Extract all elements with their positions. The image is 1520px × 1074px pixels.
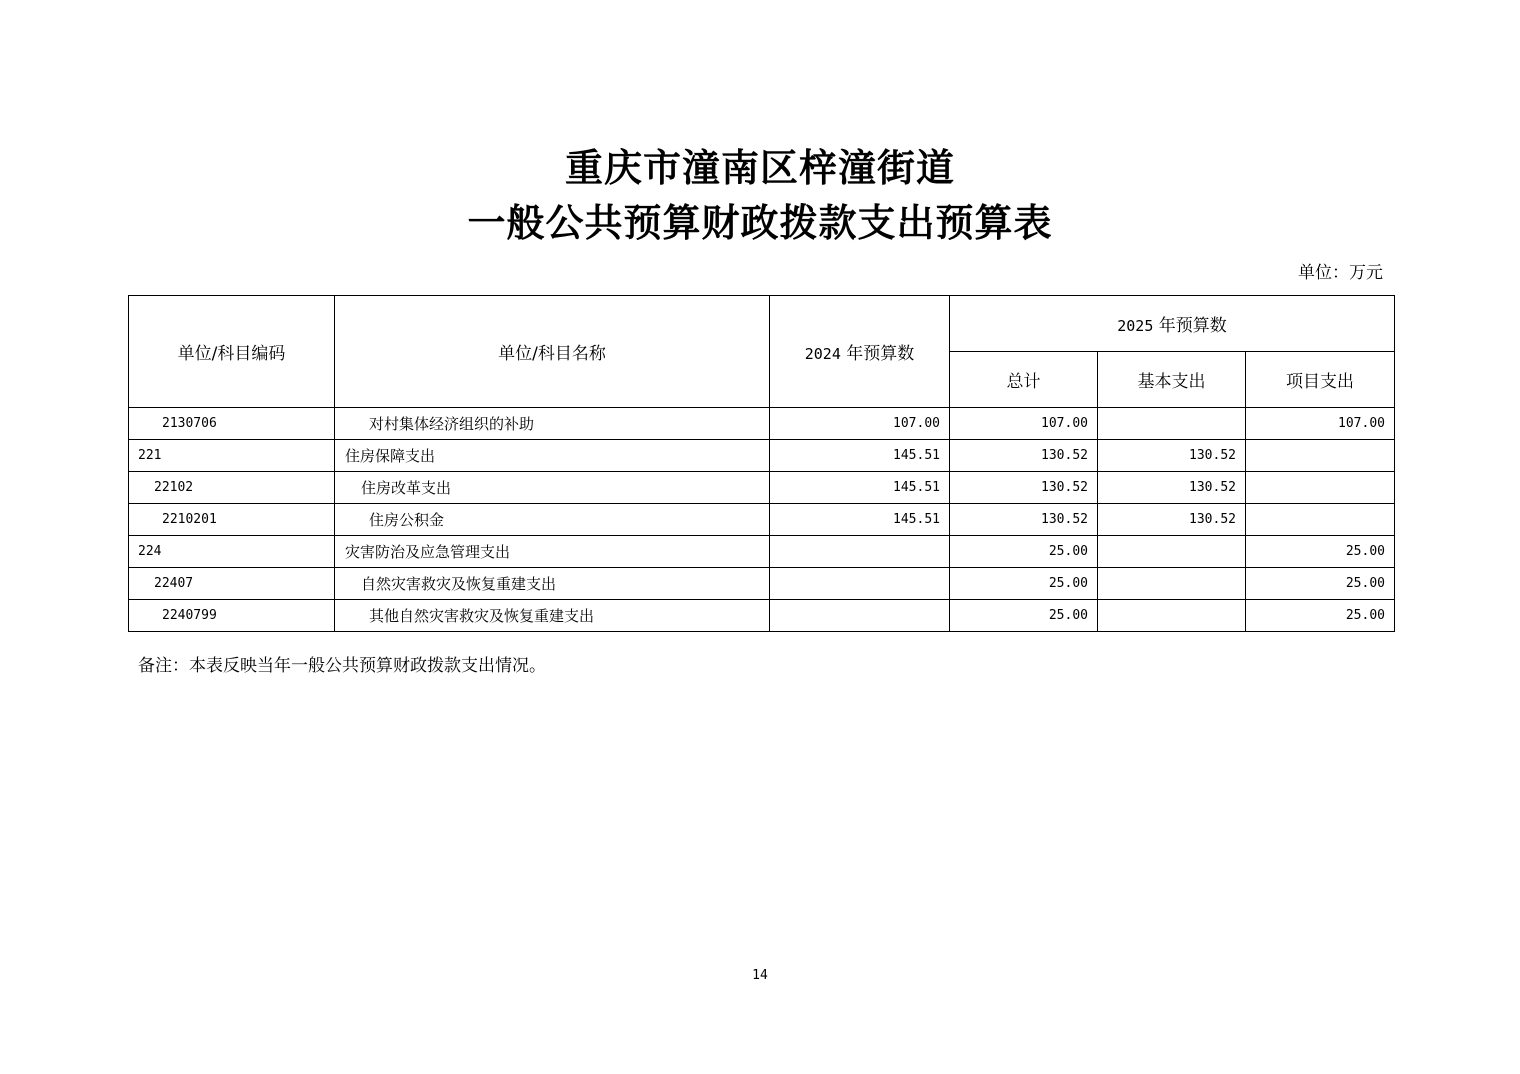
header-prev-year-suffix: 年预算数 bbox=[846, 344, 915, 364]
row-total: 25.00 bbox=[950, 568, 1098, 600]
row-project: 25.00 bbox=[1246, 536, 1395, 568]
row-total: 130.52 bbox=[950, 472, 1098, 504]
row-basic bbox=[1098, 600, 1246, 632]
table-row bbox=[129, 408, 1395, 440]
row-name: 住房保障支出 bbox=[335, 440, 770, 472]
header-code: 单位/科目编码 bbox=[129, 296, 335, 408]
row-basic bbox=[1098, 536, 1246, 568]
row-prev bbox=[770, 536, 950, 568]
row-name: 住房改革支出 bbox=[335, 472, 770, 504]
row-total: 130.52 bbox=[950, 504, 1098, 536]
row-code: 2210201 bbox=[129, 504, 335, 536]
budget-table bbox=[128, 295, 1395, 632]
row-prev: 145.51 bbox=[770, 504, 950, 536]
row-code: 224 bbox=[129, 536, 335, 568]
row-total: 107.00 bbox=[950, 408, 1098, 440]
row-prev: 145.51 bbox=[770, 440, 950, 472]
row-code: 2130706 bbox=[129, 408, 335, 440]
page-subtitle: 一般公共预算财政拨款支出预算表 bbox=[467, 200, 1053, 245]
row-code: 22102 bbox=[129, 472, 335, 504]
header-cur-year bbox=[950, 296, 1395, 352]
row-project bbox=[1246, 472, 1395, 504]
header-cur-year-number: 2025 bbox=[1117, 317, 1154, 335]
table-row bbox=[129, 440, 1395, 472]
header-cur-year-suffix: 年预算数 bbox=[1158, 316, 1227, 336]
row-name: 对村集体经济组织的补助 bbox=[335, 408, 770, 440]
header-total: 总计 bbox=[950, 352, 1098, 408]
header-prev-year bbox=[770, 296, 950, 408]
row-prev: 107.00 bbox=[770, 408, 950, 440]
row-basic: 130.52 bbox=[1098, 472, 1246, 504]
header-basic: 基本支出 bbox=[1098, 352, 1246, 408]
row-prev: 145.51 bbox=[770, 472, 950, 504]
row-project: 107.00 bbox=[1246, 408, 1395, 440]
row-project bbox=[1246, 504, 1395, 536]
row-project: 25.00 bbox=[1246, 568, 1395, 600]
row-name: 其他自然灾害救灾及恢复重建支出 bbox=[335, 600, 770, 632]
header-prev-year-number: 2024 bbox=[804, 345, 841, 363]
row-total: 25.00 bbox=[950, 536, 1098, 568]
row-basic bbox=[1098, 568, 1246, 600]
row-code: 2240799 bbox=[129, 600, 335, 632]
row-total: 130.52 bbox=[950, 440, 1098, 472]
row-name: 住房公积金 bbox=[335, 504, 770, 536]
table-row bbox=[129, 472, 1395, 504]
header-project: 项目支出 bbox=[1246, 352, 1395, 408]
row-total: 25.00 bbox=[950, 600, 1098, 632]
page-number: 14 bbox=[752, 968, 768, 983]
row-basic bbox=[1098, 408, 1246, 440]
row-code: 22407 bbox=[129, 568, 335, 600]
row-prev bbox=[770, 568, 950, 600]
footnote: 备注：本表反映当年一般公共预算财政拨款支出情况。 bbox=[138, 656, 546, 676]
unit-label: 单位：万元 bbox=[1298, 263, 1383, 283]
row-name: 自然灾害救灾及恢复重建支出 bbox=[335, 568, 770, 600]
row-code: 221 bbox=[129, 440, 335, 472]
table-row bbox=[129, 504, 1395, 536]
row-basic: 130.52 bbox=[1098, 440, 1246, 472]
header-name: 单位/科目名称 bbox=[335, 296, 770, 408]
row-project: 25.00 bbox=[1246, 600, 1395, 632]
table-row bbox=[129, 536, 1395, 568]
table-row bbox=[129, 600, 1395, 632]
row-project bbox=[1246, 440, 1395, 472]
table-row bbox=[129, 568, 1395, 600]
row-basic: 130.52 bbox=[1098, 504, 1246, 536]
page-title: 重庆市潼南区梓潼街道 bbox=[564, 145, 955, 190]
row-name: 灾害防治及应急管理支出 bbox=[335, 536, 770, 568]
row-prev bbox=[770, 600, 950, 632]
